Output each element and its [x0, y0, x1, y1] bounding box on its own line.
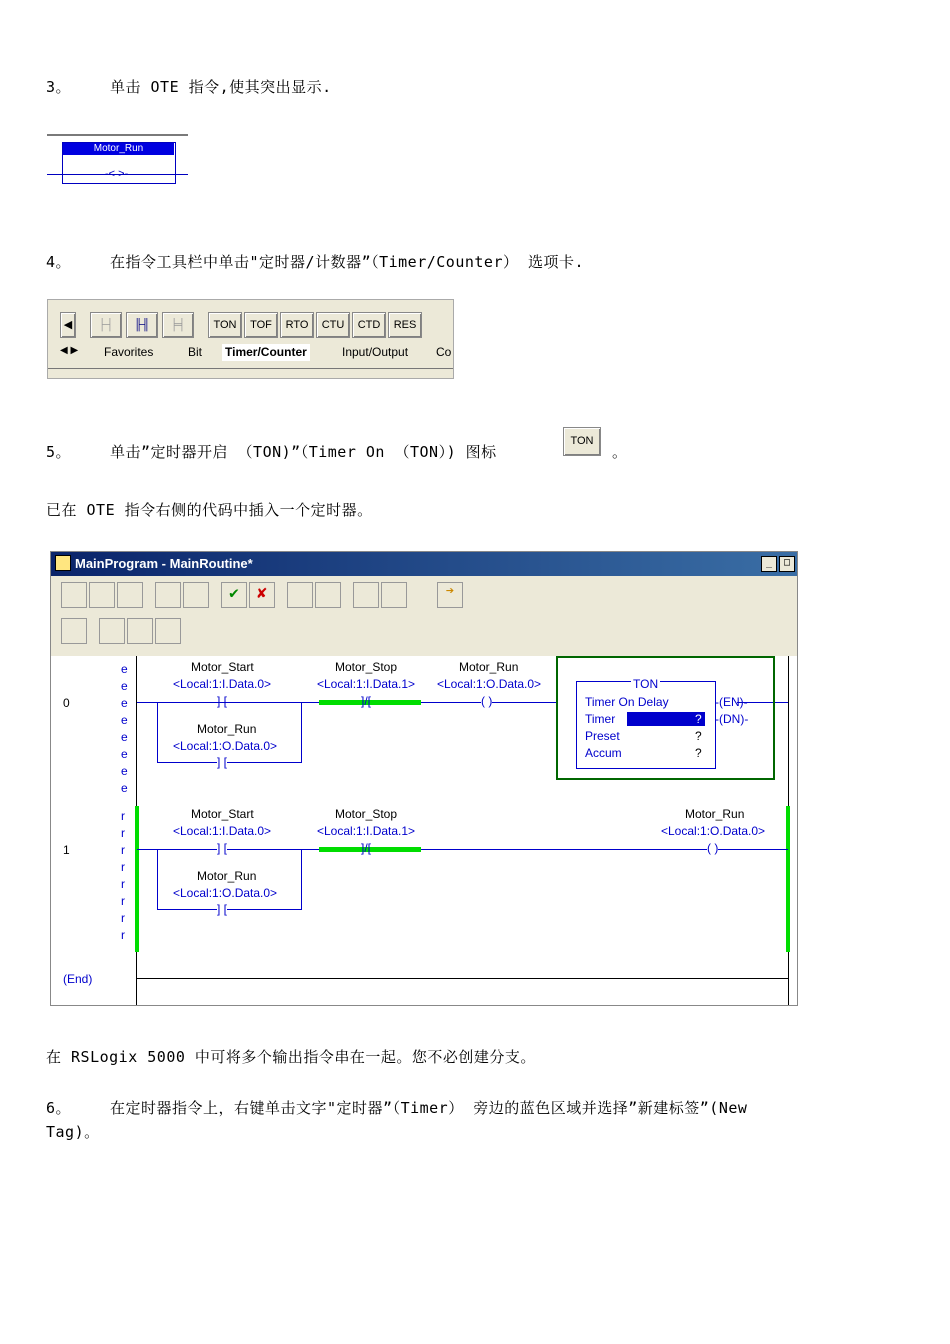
tab-input-output[interactable]: Input/Output: [342, 345, 409, 359]
ote-tag-label: Motor_Run: [63, 143, 174, 155]
ton-header: TON: [633, 677, 659, 691]
margin-flag: e: [121, 696, 128, 710]
ton-accum-value: ?: [695, 746, 702, 760]
rung-0-start-addr: <Local:1:I.Data.0>: [173, 677, 272, 691]
tab-co[interactable]: Co: [436, 345, 452, 359]
en-output: -(EN)-: [715, 695, 748, 709]
ton-title: Timer On Delay: [585, 695, 669, 709]
document-icon: [55, 555, 71, 571]
margin-flag: e: [121, 662, 128, 676]
branch-left: [157, 702, 158, 762]
untest-edits-icon[interactable]: [315, 582, 341, 608]
step-text: 单击”定时器开启 （TON)”（Timer On （TON）) 图标: [110, 443, 497, 461]
rung-0-branch-tag: Motor_Run: [197, 722, 257, 736]
ctu-button[interactable]: CTU: [316, 312, 350, 338]
margin-flag: r: [121, 860, 125, 874]
rung-1-branch-tag: Motor_Run: [197, 869, 257, 883]
branch-bottom: [157, 762, 302, 763]
add-branch-icon[interactable]: [89, 582, 115, 608]
res-button[interactable]: RES: [388, 312, 422, 338]
rto-button[interactable]: RTO: [280, 312, 314, 338]
tof-button[interactable]: TOF: [244, 312, 278, 338]
rung-icon[interactable]: ├┤: [90, 312, 122, 338]
ote-highlight-image: [47, 132, 188, 202]
step-text: 在指令工具栏中单击"定时器/计数器”（Timer/Counter） 选项卡.: [110, 253, 585, 271]
window-titlebar: [51, 552, 797, 576]
branch-icon[interactable]: ╟╢: [126, 312, 158, 338]
left-rail-energized: [135, 806, 139, 952]
paragraph-inserted: 已在 OTE 指令右侧的代码中插入一个定时器。: [46, 501, 373, 519]
margin-flag: e: [121, 781, 128, 795]
tab-scroll-arrows[interactable]: ◀ ▶: [60, 345, 79, 356]
xio-contact-icon: ]/[: [361, 841, 372, 855]
step-5: [46, 442, 497, 462]
step-6: [46, 1098, 747, 1118]
test-edits-icon[interactable]: [287, 582, 313, 608]
dn-output: -(DN)-: [715, 712, 749, 726]
step-4: [46, 252, 584, 272]
rung-number-0: 0: [63, 696, 70, 710]
ton-timer-label: Timer: [585, 712, 616, 726]
branch-left: [157, 849, 158, 909]
paragraph-rslogix: 在 RSLogix 5000 中可将多个输出指令串在一起。您不必创建分支。: [46, 1048, 536, 1066]
rung-0-run-tag: Motor_Run: [459, 660, 519, 674]
ladder-window: [50, 551, 798, 1006]
branch-right: [301, 849, 302, 909]
rung-number-1: 1: [63, 843, 70, 857]
margin-flag: r: [121, 911, 125, 925]
rung-1-stop-tag: Motor_Stop: [335, 807, 398, 821]
accept-edits-icon[interactable]: ✔: [221, 582, 247, 608]
ton-icon: TON: [563, 427, 601, 456]
disassemble-icon[interactable]: [381, 582, 407, 608]
ton-preset-label: Preset: [585, 729, 620, 743]
ladder-toolbar-1: [61, 582, 761, 610]
finalize-icon[interactable]: ➔: [437, 582, 463, 608]
minimize-button[interactable]: _: [761, 556, 777, 572]
import-icon[interactable]: [99, 618, 125, 644]
ctd-button[interactable]: CTD: [352, 312, 386, 338]
window-title: MainProgram - MainRoutine*: [75, 556, 253, 571]
scroll-left-button[interactable]: ◀: [60, 312, 76, 338]
cancel-edit-icon[interactable]: [183, 582, 209, 608]
export-icon[interactable]: [127, 618, 153, 644]
rung-1-branch-addr: <Local:1:O.Data.0>: [173, 886, 278, 900]
branch-bottom: [157, 909, 302, 910]
rung-0-stop-addr: <Local:1:I.Data.1>: [317, 677, 416, 691]
xic-contact-icon: ] [: [217, 755, 228, 769]
margin-flag: e: [121, 747, 128, 761]
branch-level-icon[interactable]: ╞╡: [162, 312, 194, 338]
rung-1-run-tag: Motor_Run: [685, 807, 745, 821]
ladder-toolbar-2: [61, 618, 191, 646]
ote-coil-icon: ( ): [481, 694, 493, 708]
margin-flag: r: [121, 809, 125, 823]
en-label: EN: [723, 695, 740, 709]
mode-icon[interactable]: [61, 618, 87, 644]
step-text: 在定时器指令上，右键单击文字"定时器”（Timer） 旁边的蓝色区域并选择”新建标签”(New: [110, 1099, 748, 1117]
margin-flag: r: [121, 928, 125, 942]
dn-label: DN: [723, 712, 741, 726]
margin-flag: e: [121, 713, 128, 727]
margin-flag: e: [121, 764, 128, 778]
rung-0-margin: [121, 662, 128, 795]
step-5-suffix: 。: [612, 443, 628, 461]
rung-0-branch-addr: <Local:1:O.Data.0>: [173, 739, 278, 753]
coil-icon: -< >-: [105, 168, 129, 180]
properties-icon[interactable]: [155, 618, 181, 644]
maximize-button[interactable]: □: [779, 556, 795, 572]
margin-flag: r: [121, 877, 125, 891]
rung-1-wire: [137, 849, 788, 850]
margin-flag: e: [121, 730, 128, 744]
rung-0-stop-tag: Motor_Stop: [335, 660, 398, 674]
xic-contact-icon: ] [: [217, 841, 228, 855]
ton-preset-value: ?: [695, 729, 702, 743]
xic-contact-icon: ] [: [217, 902, 228, 916]
margin-flag: r: [121, 826, 125, 840]
ton-accum-label: Accum: [585, 746, 622, 760]
step-3: [46, 77, 332, 97]
margin-flag: r: [121, 894, 125, 908]
step-text: 单击 OTE 指令,使其突出显示.: [110, 78, 332, 96]
ton-timer-value: ?: [695, 712, 702, 726]
ton-timer-field[interactable]: [627, 712, 705, 726]
assemble-icon[interactable]: [353, 582, 379, 608]
tab-bit[interactable]: Bit: [188, 345, 203, 359]
xic-contact-icon: ] [: [217, 694, 228, 708]
rung-1-start-addr: <Local:1:I.Data.0>: [173, 824, 272, 838]
instruction-toolbar: [47, 299, 454, 379]
margin-flag: e: [121, 679, 128, 693]
ton-button[interactable]: TON: [208, 312, 242, 338]
ladder-canvas: [51, 656, 797, 1005]
xio-contact-icon: ]/[: [361, 694, 372, 708]
rung-1-start-tag: Motor_Start: [191, 807, 254, 821]
add-rung-icon[interactable]: [61, 582, 87, 608]
verify-rung-icon[interactable]: [155, 582, 181, 608]
rung-1-stop-addr: <Local:1:I.Data.1>: [317, 824, 416, 838]
branch-right: [301, 702, 302, 762]
end-rung: [137, 978, 788, 979]
delete-icon[interactable]: [117, 582, 143, 608]
step-number: 4。: [46, 253, 72, 271]
tab-favorites[interactable]: Favorites: [104, 345, 154, 359]
rung-1-run-addr: <Local:1:O.Data.0>: [661, 824, 766, 838]
step-number: 6。: [46, 1099, 72, 1117]
step-number: 5。: [46, 443, 72, 461]
ote-coil-icon: ( ): [707, 841, 719, 855]
tab-timer-counter[interactable]: Timer/Counter: [222, 344, 310, 361]
right-rail-energized: [786, 806, 790, 952]
rung-1-margin: [121, 809, 125, 942]
margin-flag: r: [121, 843, 125, 857]
rung-0-run-addr: <Local:1:O.Data.0>: [437, 677, 542, 691]
cancel-edits-icon[interactable]: ✘: [249, 582, 275, 608]
step-number: 3。: [46, 78, 72, 96]
rung-0-start-tag: Motor_Start: [191, 660, 254, 674]
end-marker: (End): [63, 972, 93, 986]
step-6-continued: Tag)。: [46, 1123, 100, 1141]
